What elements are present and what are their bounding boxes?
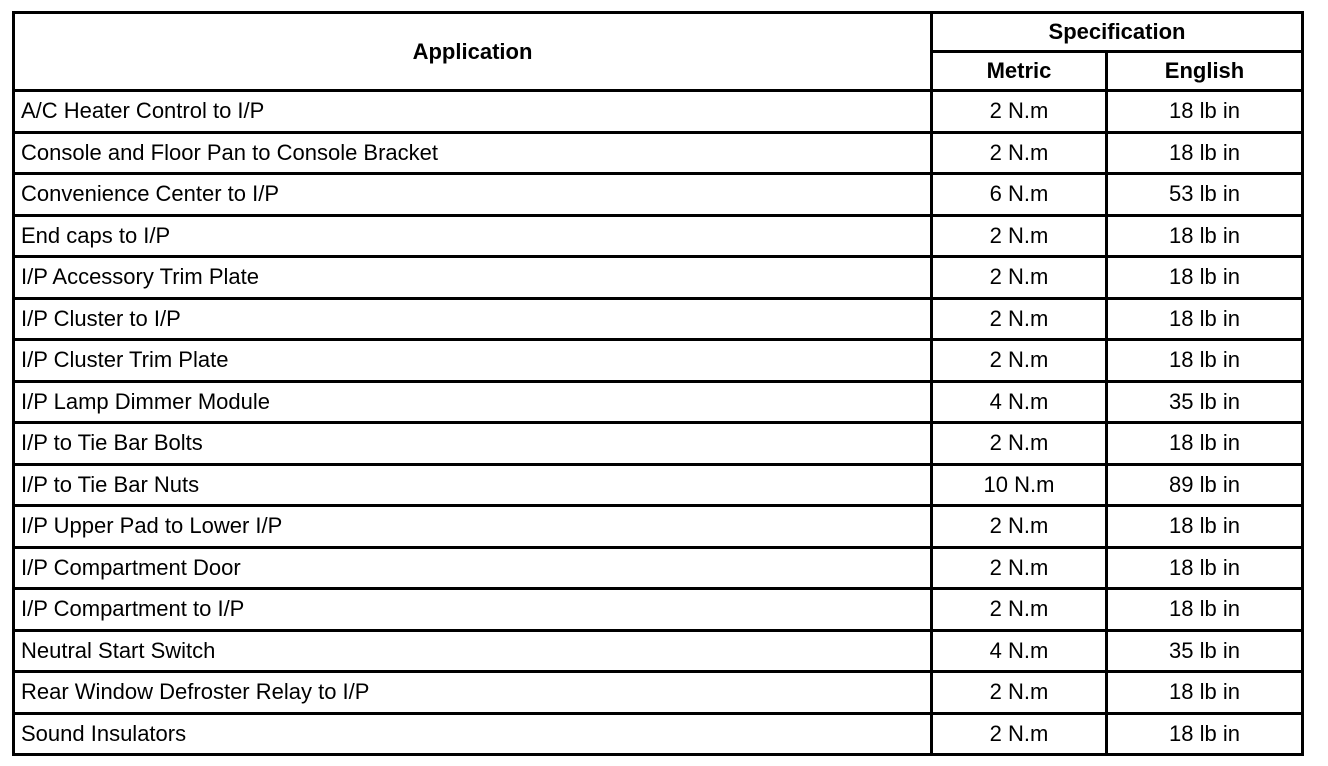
metric-cell: 2 N.m — [932, 132, 1107, 174]
english-cell: 18 lb in — [1107, 547, 1303, 589]
metric-cell: 2 N.m — [932, 506, 1107, 548]
specification-header: Specification — [932, 13, 1303, 52]
fastener-spec-table — [12, 11, 1304, 756]
application-cell: I/P Cluster to I/P — [14, 298, 932, 340]
english-cell: 18 lb in — [1107, 672, 1303, 714]
application-cell: I/P to Tie Bar Bolts — [14, 423, 932, 465]
application-cell: I/P Upper Pad to Lower I/P — [14, 506, 932, 548]
english-cell: 18 lb in — [1107, 713, 1303, 755]
metric-cell: 2 N.m — [932, 215, 1107, 257]
table-row — [14, 672, 1303, 714]
application-cell: End caps to I/P — [14, 215, 932, 257]
english-cell: 35 lb in — [1107, 630, 1303, 672]
metric-cell: 4 N.m — [932, 381, 1107, 423]
english-cell: 18 lb in — [1107, 423, 1303, 465]
metric-cell: 4 N.m — [932, 630, 1107, 672]
metric-header: Metric — [932, 52, 1107, 91]
table-row — [14, 215, 1303, 257]
english-cell: 18 lb in — [1107, 257, 1303, 299]
table-header — [14, 13, 1303, 91]
application-cell: A/C Heater Control to I/P — [14, 91, 932, 133]
english-cell: 18 lb in — [1107, 589, 1303, 631]
table-row — [14, 506, 1303, 548]
metric-cell: 10 N.m — [932, 464, 1107, 506]
table-row — [14, 713, 1303, 755]
metric-cell: 2 N.m — [932, 257, 1107, 299]
english-cell: 18 lb in — [1107, 340, 1303, 382]
metric-cell: 2 N.m — [932, 298, 1107, 340]
english-cell: 18 lb in — [1107, 132, 1303, 174]
table-row — [14, 589, 1303, 631]
metric-cell: 2 N.m — [932, 340, 1107, 382]
table-row — [14, 257, 1303, 299]
application-cell: I/P Accessory Trim Plate — [14, 257, 932, 299]
english-cell: 18 lb in — [1107, 215, 1303, 257]
english-cell: 18 lb in — [1107, 91, 1303, 133]
application-cell: I/P Compartment to I/P — [14, 589, 932, 631]
table-row — [14, 464, 1303, 506]
application-cell: Convenience Center to I/P — [14, 174, 932, 216]
table-row — [14, 298, 1303, 340]
english-header: English — [1107, 52, 1303, 91]
application-cell: Sound Insulators — [14, 713, 932, 755]
metric-cell: 2 N.m — [932, 547, 1107, 589]
application-header: Application — [14, 13, 932, 91]
table-body — [14, 91, 1303, 755]
table-row — [14, 174, 1303, 216]
metric-cell: 2 N.m — [932, 91, 1107, 133]
table-row — [14, 132, 1303, 174]
application-cell: Console and Floor Pan to Console Bracket — [14, 132, 932, 174]
english-cell: 35 lb in — [1107, 381, 1303, 423]
table-row — [14, 547, 1303, 589]
header-row-top — [14, 13, 1303, 52]
table-row — [14, 630, 1303, 672]
metric-cell: 2 N.m — [932, 589, 1107, 631]
application-cell: I/P to Tie Bar Nuts — [14, 464, 932, 506]
table-row — [14, 91, 1303, 133]
application-cell: Rear Window Defroster Relay to I/P — [14, 672, 932, 714]
english-cell: 18 lb in — [1107, 506, 1303, 548]
table-row — [14, 381, 1303, 423]
table-row — [14, 423, 1303, 465]
application-cell: Neutral Start Switch — [14, 630, 932, 672]
application-cell: I/P Compartment Door — [14, 547, 932, 589]
metric-cell: 6 N.m — [932, 174, 1107, 216]
english-cell: 53 lb in — [1107, 174, 1303, 216]
english-cell: 89 lb in — [1107, 464, 1303, 506]
application-cell: I/P Cluster Trim Plate — [14, 340, 932, 382]
english-cell: 18 lb in — [1107, 298, 1303, 340]
metric-cell: 2 N.m — [932, 713, 1107, 755]
table-row — [14, 340, 1303, 382]
application-cell: I/P Lamp Dimmer Module — [14, 381, 932, 423]
metric-cell: 2 N.m — [932, 423, 1107, 465]
metric-cell: 2 N.m — [932, 672, 1107, 714]
